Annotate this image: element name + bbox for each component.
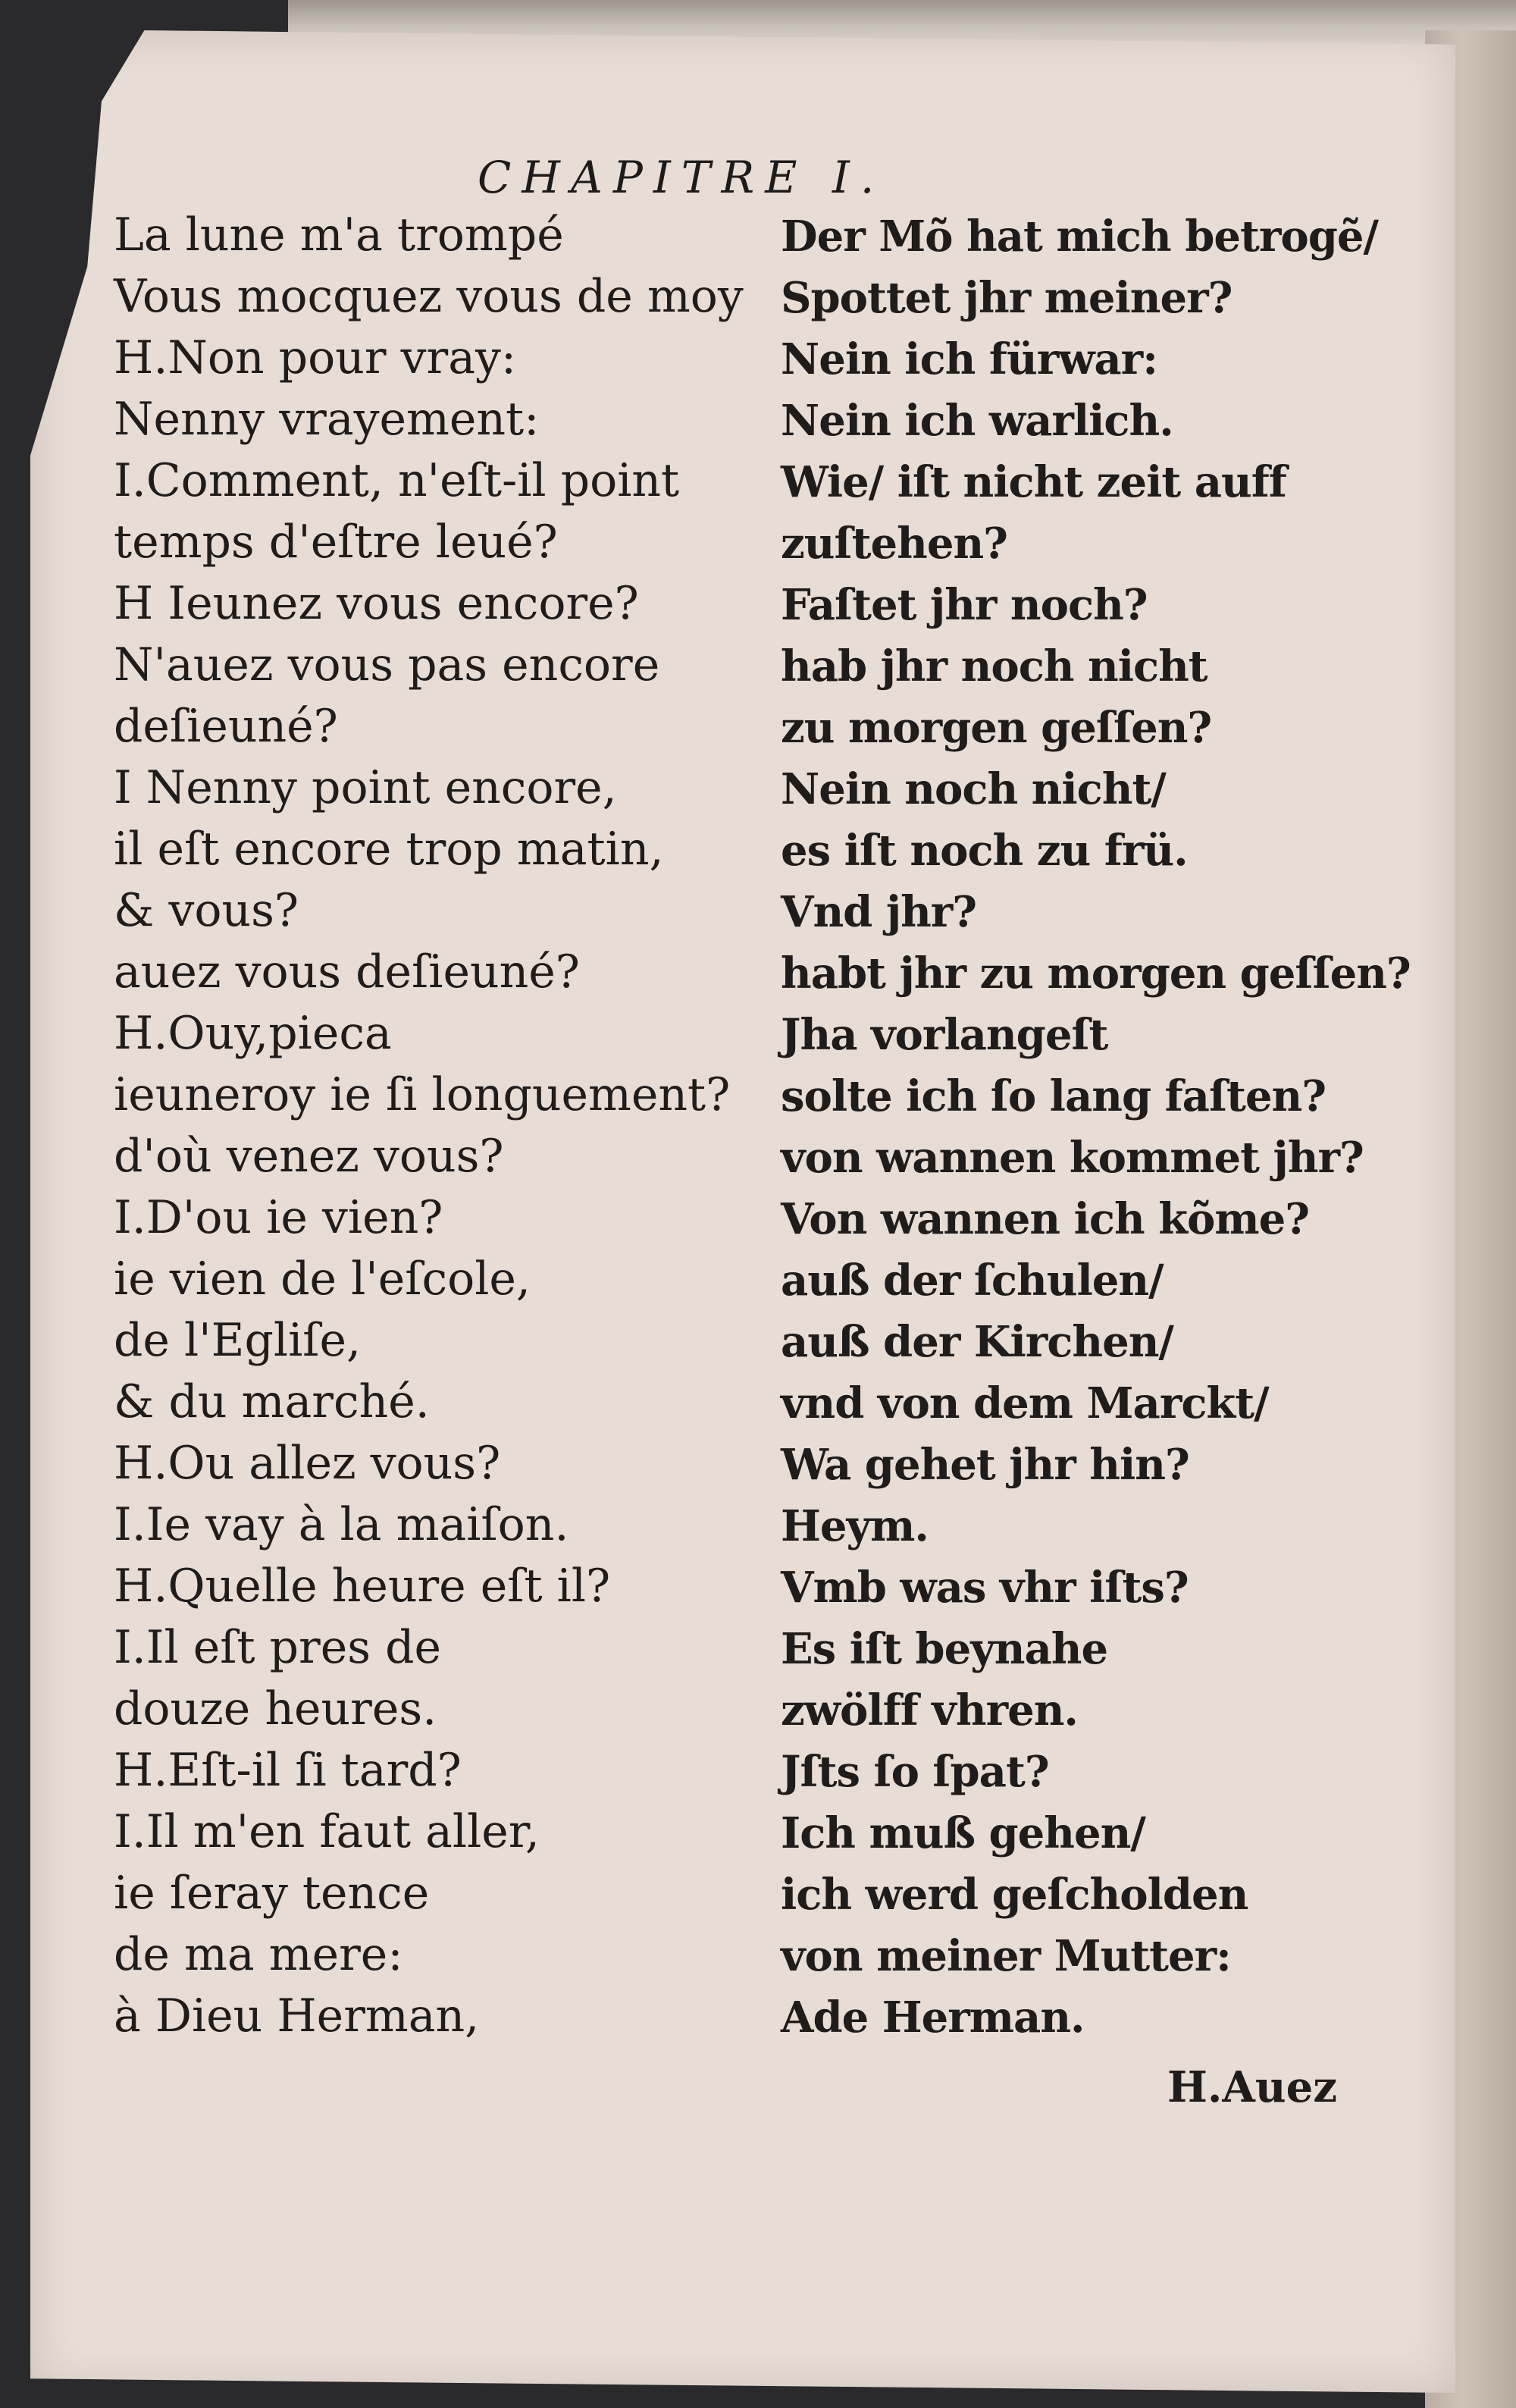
german-line: von meiner Mutter:: [781, 1931, 1231, 1981]
german-line: Wa gehet jhr hin?: [781, 1440, 1189, 1490]
french-line: Nenny vrayement:: [114, 393, 540, 446]
german-line: zuſtehen?: [781, 519, 1007, 569]
german-line: Nein ich warlich.: [781, 396, 1173, 446]
catchword: H.Auez: [1167, 2062, 1337, 2112]
french-line: I.D'ou ie vien?: [114, 1191, 443, 1244]
german-line: Es iſt beynahe: [781, 1624, 1108, 1674]
french-line: H.Ouy,pieca: [114, 1007, 392, 1060]
german-line: Spottet jhr meiner?: [781, 273, 1233, 323]
german-line: Vnd jhr?: [781, 887, 977, 937]
chapter-heading: CHAPITRE I.: [478, 152, 885, 203]
german-line: ich werd geſcholden: [781, 1870, 1248, 1920]
german-line: Wie/ iſt nicht zeit auff: [781, 457, 1286, 507]
german-line: hab jhr noch nicht: [781, 641, 1207, 691]
german-line: Ade Herman.: [781, 1993, 1085, 2043]
german-line: Nein noch nicht/: [781, 764, 1166, 814]
french-line: de l'Egliſe,: [114, 1314, 362, 1367]
german-line: Nein ich fürwar:: [781, 334, 1157, 384]
french-line: I.Comment, n'eſt-il point: [114, 454, 680, 507]
german-line: Vmb was vhr iſts?: [781, 1563, 1189, 1613]
german-line: Jha vorlangeſt: [781, 1010, 1108, 1060]
french-line: I.Ie vay à la maiſon.: [114, 1498, 569, 1551]
german-line: Der Mõ hat mich betrogẽ/: [781, 212, 1378, 262]
french-line: à Dieu Herman,: [114, 1989, 480, 2043]
german-line: Jſts ſo ſpat?: [781, 1747, 1049, 1797]
french-line: H.Non pour vray:: [114, 331, 517, 384]
french-line: H.Quelle heure eſt il?: [114, 1560, 611, 1613]
french-line: ie vien de l'eſcole,: [114, 1253, 531, 1306]
french-line: il eſt encore trop matin,: [114, 823, 664, 876]
german-line: auß der ſchulen/: [781, 1256, 1164, 1306]
french-line: auez vous deſieuné?: [114, 945, 580, 999]
french-line: H.Eſt-il ſi tard?: [114, 1744, 462, 1797]
german-line: Von wannen ich kõme?: [781, 1194, 1310, 1244]
german-line: von wannen kommet jhr?: [781, 1133, 1364, 1183]
german-line: es iſt noch zu frü.: [781, 826, 1188, 876]
german-line: Heym.: [781, 1501, 929, 1551]
german-line: auß der Kirchen/: [781, 1317, 1173, 1367]
french-line: d'où venez vous?: [114, 1130, 504, 1183]
french-line: ieuneroy ie ſi longuement?: [114, 1068, 731, 1121]
german-line: solte ich ſo lang faſten?: [781, 1071, 1326, 1121]
german-line: zwölff vhren.: [781, 1685, 1078, 1735]
french-line: La lune m'a trompé: [114, 209, 564, 262]
german-line: zu morgen geſſen?: [781, 703, 1212, 753]
french-line: I Nenny point encore,: [114, 761, 617, 814]
french-line: deſieuné?: [114, 700, 338, 753]
german-line: vnd von dem Marckt/: [781, 1378, 1269, 1428]
german-line: habt jhr zu morgen geſſen?: [781, 948, 1411, 999]
french-line: de ma mere:: [114, 1928, 403, 1981]
french-line: H.Ou allez vous?: [114, 1437, 501, 1490]
french-line: temps d'eſtre leué?: [114, 516, 558, 569]
french-line: I.Il eſt pres de: [114, 1621, 442, 1674]
french-line: I.Il m'en faut aller,: [114, 1805, 540, 1858]
german-line: Ich muß gehen/: [781, 1808, 1145, 1858]
french-line: N'auez vous pas encore: [114, 638, 660, 691]
french-line: & vous?: [114, 884, 299, 937]
german-line: Faſtet jhr noch?: [781, 580, 1148, 630]
french-line: ie ſeray tence: [114, 1867, 430, 1920]
french-line: douze heures.: [114, 1682, 437, 1735]
french-line: H Ieunez vous encore?: [114, 577, 639, 630]
french-line: & du marché.: [114, 1375, 430, 1428]
french-line: Vous mocquez vous de moy: [114, 270, 744, 323]
